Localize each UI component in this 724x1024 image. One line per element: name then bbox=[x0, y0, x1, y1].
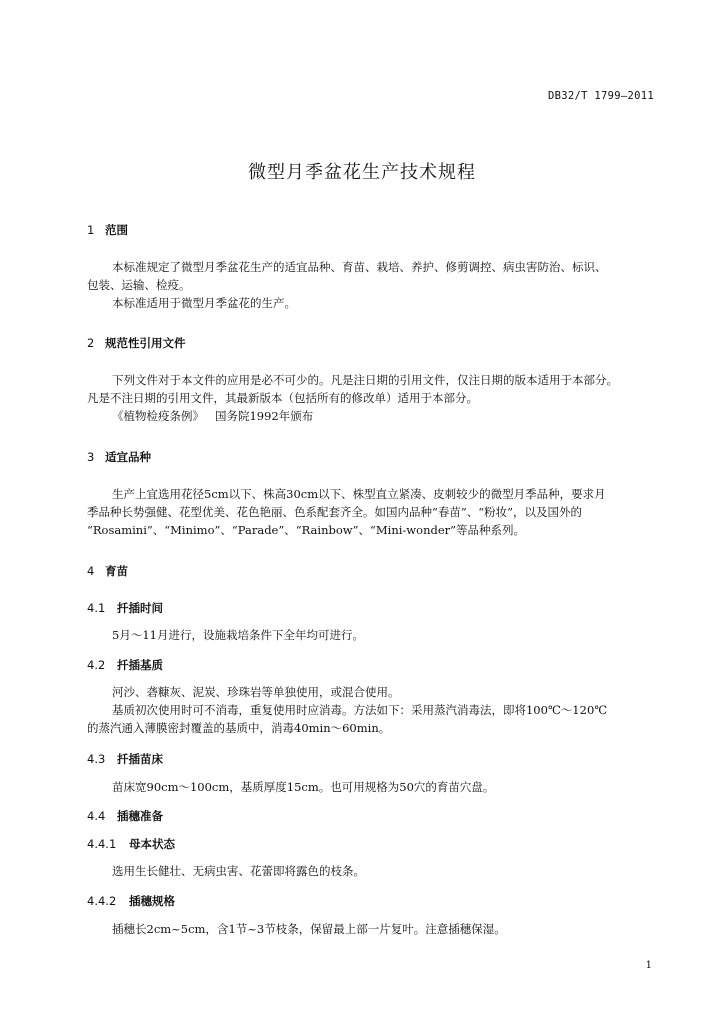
paragraph-line: 包装、运输、检疫。 bbox=[87, 278, 191, 292]
section-title: 适宜品种 bbox=[105, 450, 151, 464]
section-title: 扦插苗床 bbox=[117, 752, 163, 766]
section-title: 规范性引用文件 bbox=[105, 336, 186, 350]
section-title: 插穗规格 bbox=[129, 894, 175, 908]
section-title: 扦插基质 bbox=[117, 658, 163, 672]
paragraph-line: “Rosamini”、“Minimo”、“Parade”、“Rainbow”、“Mini-wonder”等品种系列。 bbox=[87, 523, 526, 537]
section-number: 4.4 bbox=[87, 809, 106, 823]
section-title: 扦插时间 bbox=[117, 601, 163, 615]
section-heading-4-4-2 bbox=[87, 893, 175, 909]
paragraph-line: 下列文件对于本文件的应用是必不可少的。凡是注日期的引用文件，仅注日期的版本适用于本部分。 bbox=[112, 373, 618, 387]
paragraph-line: 苗床宽90cm～100cm，基质厚度15cm。也可用规格为50穴的育苗穴盘。 bbox=[112, 780, 495, 794]
section-number: 4.1 bbox=[87, 601, 106, 615]
paragraph-line: 生产上宜选用花径5cm以下、株高30cm以下、株型直立紧凑、皮刺较少的微型月季品种，要求月 bbox=[112, 487, 606, 501]
section-title: 育苗 bbox=[105, 564, 128, 578]
section-body-4-3 bbox=[87, 778, 653, 796]
section-heading-2 bbox=[87, 335, 186, 351]
section-heading-3 bbox=[87, 449, 151, 465]
section-body-3 bbox=[87, 485, 653, 539]
section-body-2 bbox=[87, 371, 653, 425]
paragraph-line: 《植物检疫条例》 国务院1992年颁布 bbox=[112, 409, 314, 423]
paragraph-line: 本标准规定了微型月季盆花生产的适宜品种、育苗、栽培、养护、修剪调控、病虫害防治、标识、 bbox=[112, 260, 607, 274]
section-heading-4-4-1 bbox=[87, 836, 175, 852]
section-heading-1 bbox=[87, 222, 128, 238]
section-heading-4-4 bbox=[87, 808, 163, 824]
section-heading-4 bbox=[87, 563, 128, 579]
section-number: 4.3 bbox=[87, 752, 106, 766]
paragraph-line: 5月～11月进行，设施栽培条件下全年均可进行。 bbox=[112, 628, 364, 642]
section-body-4-1 bbox=[87, 626, 653, 644]
section-body-4-2 bbox=[87, 683, 653, 737]
page-number: 1 bbox=[645, 960, 652, 971]
section-heading-4-2 bbox=[87, 657, 163, 673]
section-number: 4.2 bbox=[87, 658, 106, 672]
section-number: 3 bbox=[87, 450, 95, 464]
paragraph-line: 凡是不注日期的引用文件，其最新版本（包括所有的修改单）适用于本部分。 bbox=[87, 391, 478, 405]
section-body-4-4-1 bbox=[87, 862, 653, 880]
paragraph-line: 季品种长势强健、花型优美、花色艳丽、色系配套齐全。如国内品种“春苗”、“粉妆”，以及国外的 bbox=[87, 505, 583, 519]
section-title: 母本状态 bbox=[129, 837, 175, 851]
document-title: 微型月季盆花生产技术规程 bbox=[248, 162, 476, 183]
paragraph-line: 河沙、砻糠灰、泥炭、珍珠岩等单独使用，或混合使用。 bbox=[112, 685, 400, 699]
section-number: 4.4.2 bbox=[87, 894, 117, 908]
paragraph-line: 插穗长2cm~5cm，含1节~3节枝条，保留最上部一片复叶。注意插穗保湿。 bbox=[112, 922, 506, 936]
paragraph-line: 本标准适用于微型月季盆花的生产。 bbox=[112, 296, 296, 310]
section-number: 2 bbox=[87, 336, 95, 350]
section-heading-4-3 bbox=[87, 751, 163, 767]
paragraph-line: 基质初次使用时可不消毒，重复使用时应消毒。方法如下：采用蒸汽消毒法，即将100℃～120℃ bbox=[112, 703, 608, 717]
section-body-1 bbox=[87, 258, 653, 312]
section-number: 4.4.1 bbox=[87, 837, 117, 851]
paragraph-line: 的蒸汽通入薄膜密封覆盖的基质中，消毒40min～60min。 bbox=[87, 721, 391, 735]
section-title: 插穗准备 bbox=[117, 809, 163, 823]
section-body-4-4-2 bbox=[87, 920, 653, 938]
paragraph-line: 选用生长健壮、无病虫害、花蕾即将露色的枝条。 bbox=[112, 864, 365, 878]
section-heading-4-1 bbox=[87, 600, 163, 616]
section-title: 范围 bbox=[105, 223, 128, 237]
section-number: 1 bbox=[87, 223, 95, 237]
section-number: 4 bbox=[87, 564, 95, 578]
document-code: DB32/T 1799—2011 bbox=[548, 90, 654, 102]
